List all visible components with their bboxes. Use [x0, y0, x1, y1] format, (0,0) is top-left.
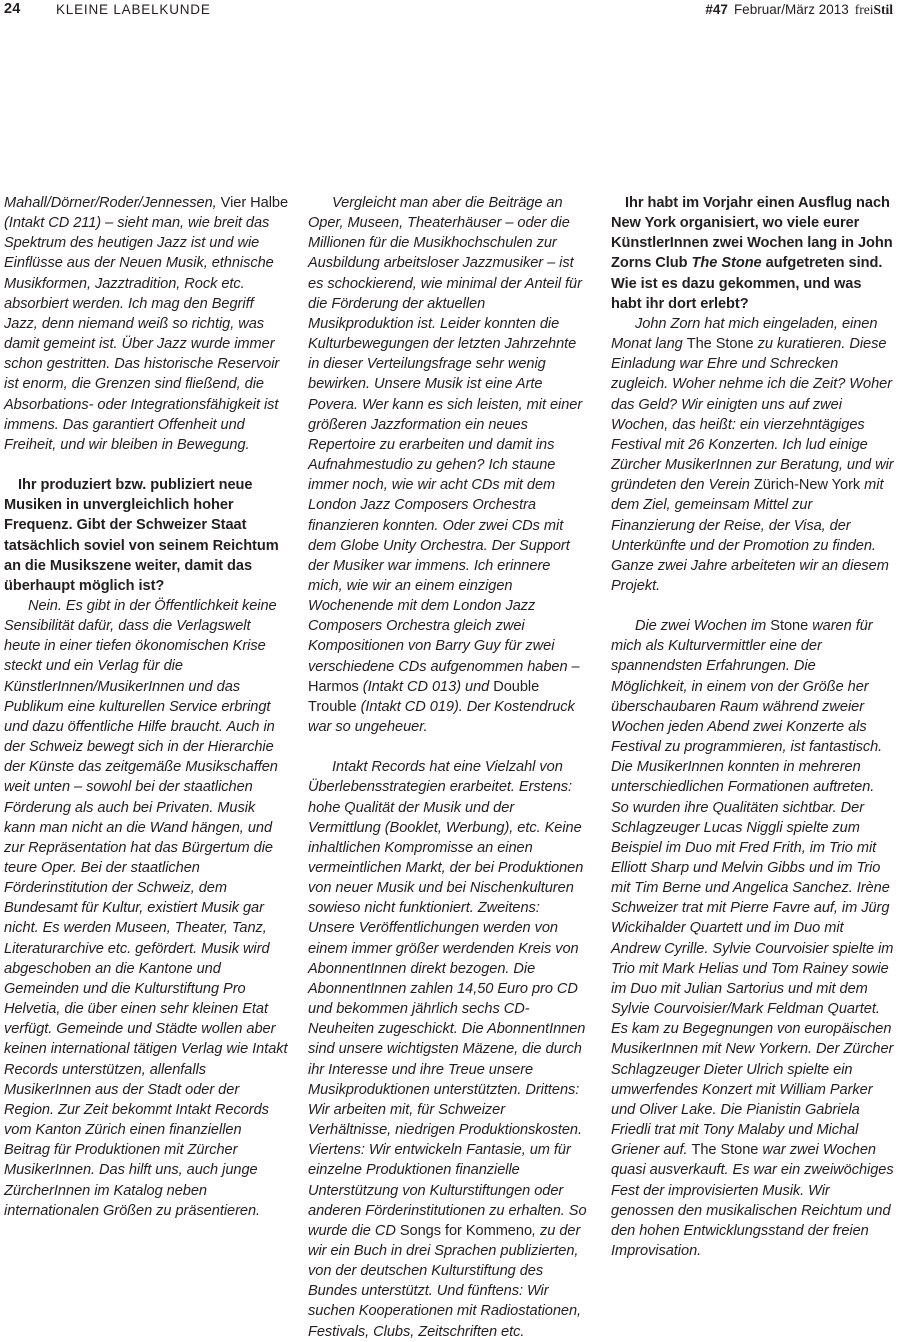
text-run: Vier Halbe: [220, 195, 289, 211]
text-run: The Stone: [691, 1142, 759, 1159]
answer-paragraph: [611, 314, 896, 596]
text-run: Die zwei Wochen im: [635, 618, 771, 635]
issue-date: Februar/März 2013: [733, 2, 849, 17]
page-header: [0, 0, 899, 22]
text-run: Double Trouble: [308, 678, 540, 715]
logo-part-2: Stil: [873, 2, 893, 17]
text-run: Songs for Kommeno: [399, 1222, 533, 1239]
text-run: The Stone: [691, 255, 762, 272]
text-run: mit dem Ziel, gemeinsam Mittel zur Finanzierung der Reise, der Visa, der Unterkünfte und der Promotion zu finden. Ganze zwei Jahre arbeiteten wir an diesem Projekt.: [611, 477, 889, 594]
section-title: KLEINE LABELKUNDE: [56, 2, 211, 17]
text-run: , zu der wir ein Buch in drei Sprachen publizierten, von der deutschen Kulturstiftung des Bundes unterstützt. Und fünftens: Wir suchen Kooperationen mit Radiostationen, Festivals, Clubs, Zeitschriften etc.: [308, 1222, 582, 1340]
text-run: (Intakt CD 019). Der Kostendruck war so ungeheuer.: [308, 698, 575, 736]
answer-paragraph: [308, 757, 588, 1342]
text-run: Intakt Records hat eine Vielzahl von Überlebensstrategien erarbeitet. Erstens: hohe Qualität der Musik und der Vermittlung (Booklet, Werbung), etc. Keine inhaltlichen Kompromisse an einen vermeintlichen Markt, der bei Produktionen von neuer Musik und bei Nischenkulturen sowieso nicht funktioniert. Zweitens: Unsere Veröffentlichungen werden von einem immer größer werdenden Kreis von AbonnentInnen direkt bezogen. Die AbonnentInnen zahlen 14,50 Euro pro CD und bekommen jährlich sechs CD-Neuheiten zugeschickt. Die AbonnentInnen sind unsere wichtigsten Mäzene, die durch ihr Interesse und ihre Treue unsere Musikproduktionen unterstützten. Drittens: Wir arbeiten mit, für Schweizer Verhältnisse, niedrigen Produktionskosten. Viertens: Wir entwickeln Fantasie, um für einzelne Produktionen finanzielle Unterstützung von Kulturstiftungen oder anderen Förderinstitutionen zu erhalten. So wurde die CD: [308, 759, 587, 1239]
magazine-logo: [855, 2, 893, 17]
text-run: (Intakt CD 211) – sieht man, wie breit das Spektrum des heutigen Jazz ist und wie Einflüsse aus der Neuen Musik, ethnische Musikformen, Jazztradition, Rock etc. absorbiert werden. Ich mag den Begriff Jazz, denn niemand weiß so richtig, was damit gemeint ist. Über Jazz wurde immer schon gestritten. Das historische Reservoir ist enorm, die Grenzen sind fließend, die Absorbations- oder Integrationsfähigkeit ist immens. Das garantiert Offenheit und Freiheit, und wir bleiben in Bewegung.: [4, 215, 280, 453]
issue-number: #47: [705, 2, 728, 17]
text-run: Mahall/Dörner/Roder/Jennessen,: [4, 195, 221, 211]
answer-paragraph: Nein. Es gibt in der Öffentlichkeit keine Sensibilität dafür, dass die Verlagswelt heute in einer tiefen ökonomischen Krise steckt und ein Verlag für die KünstlerInnen/MusikerInnen und das Publikum eine kulturellen Service erbringt und dazu öffentliche Hilfe braucht. Auch in der Schweiz bewegt sich in der Hierarchie der Künste das zeitgemäße Musikschaffen weit unten – sowohl bei der staatlichen Förderung als auch bei Privaten. Musik kann man nicht an die Wand hängen, und zur Repräsentation hat das Bürgertum die teure Oper. Bei der staatlichen Förderinstitution der Schweiz, dem Bundesamt für Kultur, existiert Musik gar nicht. Es werden Museen, Theater, Tanz, Literaturarchive etc. gefördert. Musik wird abgeschoben an die Kantone und Gemeinden und die Kulturstiftung Pro Helvetia, die über einen sehr kleinen Etat verfügt. Gemeinde und Städte wollen aber keinen international tätigen Verlag wie Intakt Records unterstützen, allenfalls MusikerInnen aus der Stadt oder der Region. Zur Zeit bekommt Intakt Records vom Kanton Zürich einen finanziellen Beitrag für Produktionen mit Zürcher MusikerInnen. Das hilft uns, auch junge ZürcherInnen im Katalog neben internationalen Größen zu präsentieren.: [4, 597, 288, 1219]
text-run: Vergleicht man aber die Beiträge an Oper, Museen, Theaterhäuser – oder die Millionen für die Musikhochschulen zur Ausbildung arbeitsloser Jazzmusiker – ist es schockierend, wie minimal der Anteil für die Förderung der aktuellen Musikproduktion ist. Leider konnten die Kulturbewegungen der letzten Jahrzehnte in dieser Verteilungsfrage sehr wenig bewirken. Unsere Musik ist eine Arte Povera. Wer kann es sich leisten, mit einer größeren Jazzformation ein neues Repertoire zu erarbeiten und damit ins Aufnahmestudio zu gehen? Ich staune immer noch, wie wir acht CDs mit dem London Jazz Composers Orchestra finanzieren konnten. Oder zwei CDs mit dem Globe Unity Orchestra. Der Support der Musiker war immens. Ich erinnere mich, wie wir an einem einzigen Wochenende mit dem London Jazz Composers Orchestra gleich zwei Kompositionen von Barry Guy für zwei verschiedene CDs aufgenommen haben –: [308, 195, 583, 675]
column-3: [611, 193, 896, 1261]
text-run: Ihr habt im Vorjahr einen Ausflug nach New York organisiert, wo viele eurer KünstlerInnen zwei Wochen lang in John Zorns Club: [611, 195, 893, 272]
text-run: war zwei Wochen quasi ausverkauft. Es war ein zweiwöchiges Fest der improvisierten Musik. Wir genossen den musikalischen Reichtum und den hohen Entwicklungsstand der freien Improvisation.: [611, 1142, 894, 1259]
text-run: waren für mich als Kulturvermittler eine der spannendsten Erfahrungen. Die Möglichkeit, in einem von der Größe her überschaubaren Raum während zweier Wochen jeden Abend zwei Konzerte als Festival zu programmieren, ist fantastisch. Die MusikerInnen konnten in mehreren unterschiedlichen Formationen auftreten. So wurden ihre Qualitäten sichtbar. Der Schlagzeuger Lucas Niggli spielte zum Beispiel im Duo mit Fred Frith, im Trio mit Elliott Sharp und Melvin Gibbs und im Trio mit Tim Berne und Angelica Sanchez. Irène Schweizer trat mit Pierre Favre auf, im Jürg Wickihalder Quartett und im Duo mit Andrew Cyrille. Sylvie Courvoisier spielte im Trio mit Mark Helias und Tom Rainey sowie im Duo mit Julian Sartorius und mit dem Sylvie Courvoisier/Mark Feldman Quartet. Es kam zu Begegnungen von europäischen MusikerInnen mit New Yorkern. Der Zürcher Schlagzeuger Dieter Ulrich spielte ein umwerfendes Konzert mit William Parker und Oliver Lake. Die Pianistin Gabriela Friedli trat mit Tony Malaby und Michal Griener auf.: [611, 618, 894, 1159]
text-run: Stone: [770, 618, 809, 635]
column-2: [308, 193, 588, 1342]
interview-question: [611, 193, 896, 314]
text-run: aufgetreten sind. Wie ist es dazu gekommen, und was habt ihr dort erlebt?: [611, 255, 883, 312]
column-1: [4, 193, 289, 1221]
interview-question: Ihr produziert bzw. publiziert neue Musiken in unvergleichlich hoher Frequenz. Gibt der Schweizer Staat tatsächlich soviel von seinem Reichtum an die Musikszene weiter, damit das überhaupt möglich ist?: [4, 477, 279, 594]
answer-paragraph: [308, 193, 588, 737]
page-number: 24: [4, 1, 21, 17]
logo-part-1: frei: [854, 2, 874, 17]
text-run: John Zorn hat mich eingeladen, einen Monat lang: [611, 315, 878, 353]
text-run: Harmos: [308, 678, 359, 695]
text-run: (Intakt CD 013) und: [358, 678, 494, 695]
text-run: zu kuratieren. Diese Einladung war Ehre und Schrecken zugleich. Woher nehme ich die Zeit? Woher das Geld? Wir einigten uns auf zwei Wochen, das heißt: ein vierzehntägiges Festival mit 26 Konzerten. Ich lud einige Zürcher MusikerInnen zur Beratung, und wir gründeten den Verein: [611, 336, 894, 494]
text-run: Zürich-New York: [753, 477, 861, 494]
answer-paragraph: [611, 616, 896, 1261]
answer-paragraph: [4, 193, 289, 455]
issue-info: [705, 2, 893, 18]
text-run: The Stone: [686, 336, 754, 353]
